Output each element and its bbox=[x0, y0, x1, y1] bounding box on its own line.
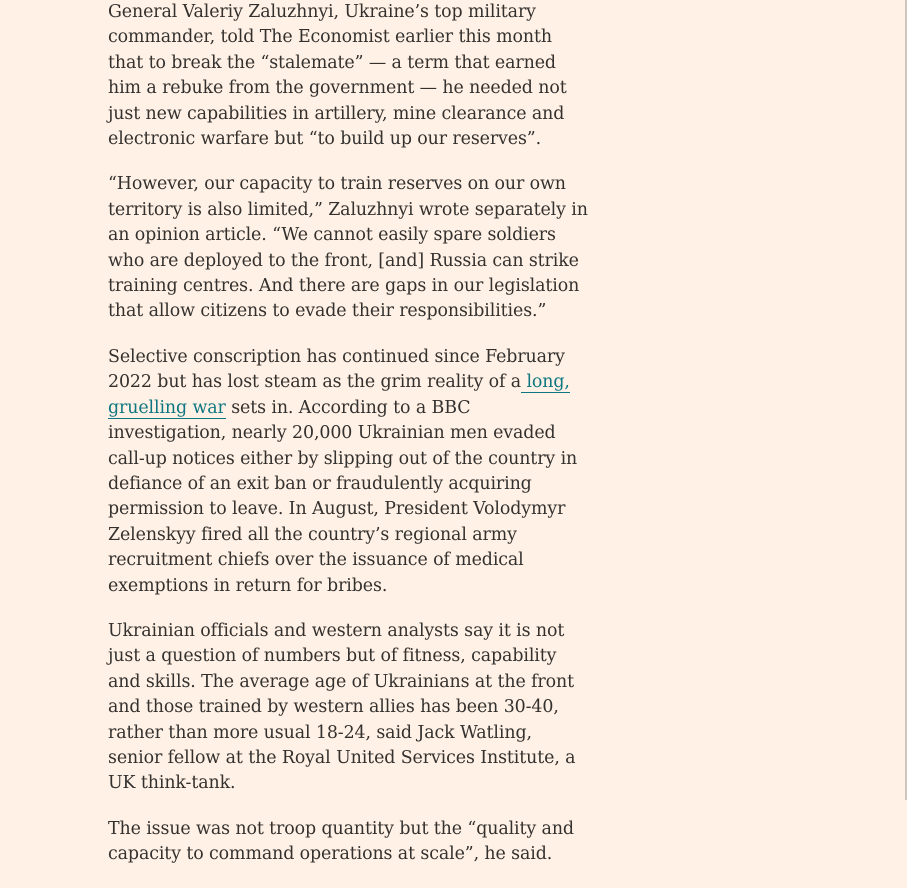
paragraph-text-before-link: Selective conscription has continued since February 2022 but has lost steam as the grim reality of a bbox=[108, 346, 565, 393]
paragraph-text-after-link: sets in. According to a BBC investigation, nearly 20,000 Ukrainian men evaded call-up notices either by slipping out of the country in defiance of an exit ban or fraudulently acquiring permission to leave. In August, President Volodymyr Zelenskyy fired all the country’s regional army recruitment chiefs over the issuance of medical exemptions in return for bribes. bbox=[108, 397, 578, 596]
article-body bbox=[108, 0, 590, 888]
article-paragraph-3 bbox=[108, 345, 590, 599]
article-paragraph-5: The issue was not troop quantity but the “quality and capacity to command operations at scale”, he said. bbox=[108, 818, 574, 865]
article-paragraph-2: “However, our capacity to train reserves on our own territory is also limited,” Zaluzhnyi wrote separately in an opinion article. “We cannot easily spare soldiers who are deployed to the front, [and] Russia can strike training centres. And there are gaps in our legislation that allow citizens to evade their responsibilities.” bbox=[108, 174, 588, 322]
article-paragraph-1: General Valeriy Zaluzhnyi, Ukraine’s top military commander, told The Economist earlier this month that to break the “stalemate” — a term that earned him a rebuke from the government — he needed not just new capabilities in artillery, mine clearance and electronic warfare but “to build up our reserves”. bbox=[108, 2, 567, 150]
long-gruelling-war-link[interactable]: long, gruelling war bbox=[108, 372, 570, 418]
article-paragraph-4: Ukrainian officials and western analysts say it is not just a question of numbers but of fitness, capability and skills. The average age of Ukrainians at the front and those trained by western allies has been 30-40, rather than more usual 18-24, said Jack Watling, senior fellow at the Royal United Services Institute, a UK think-tank. bbox=[108, 620, 576, 794]
